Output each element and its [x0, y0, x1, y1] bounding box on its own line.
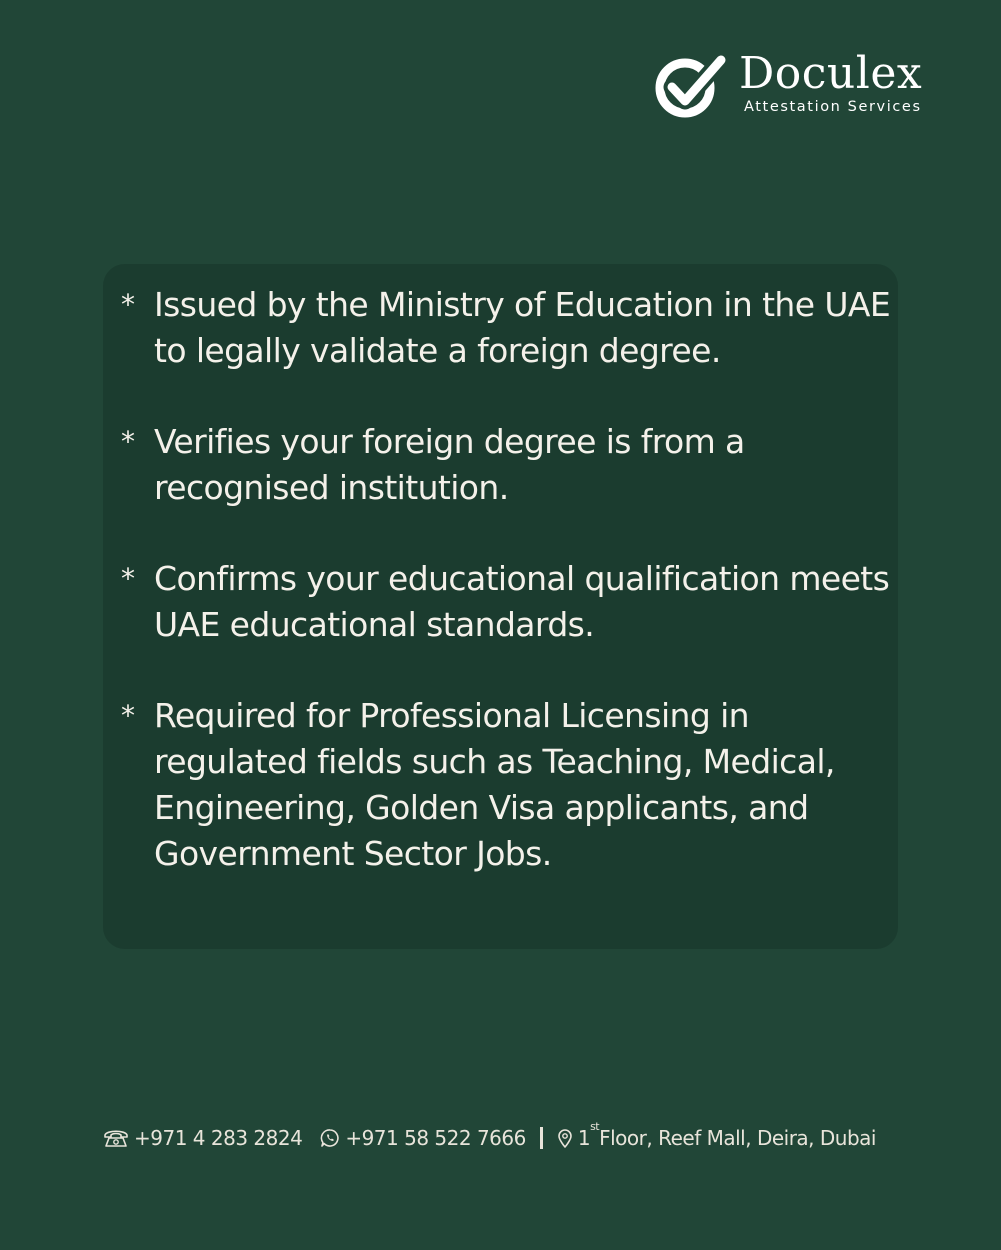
brand-tagline: Attestation Services: [744, 99, 922, 115]
footer-divider: [540, 1127, 543, 1149]
address-rest: Floor, Reef Mall, Deira, Dubai: [599, 1126, 876, 1150]
checkmark-logo-icon: [655, 54, 735, 120]
list-item: [121, 693, 891, 877]
point-text: Issued by the Ministry of Education in the UAE to legally validate a foreign degree.: [154, 285, 891, 370]
bullet-asterisk-icon: *: [121, 562, 135, 595]
address-floor-suffix: st: [590, 1120, 600, 1134]
whatsapp-icon: [320, 1128, 340, 1148]
list-item: [121, 419, 891, 511]
point-text: Required for Professional Licensing in regulated fields such as Teaching, Medical, Engineering, Golden Visa applicants, and Government Sector Jobs.: [154, 696, 835, 873]
bullet-asterisk-icon: *: [121, 699, 135, 732]
info-card: [103, 264, 898, 949]
benefits-list: [121, 282, 891, 922]
contact-footer: [103, 1122, 903, 1154]
phone-icon: [103, 1128, 129, 1148]
point-text: Confirms your educational qualification meets UAE educational standards.: [154, 559, 890, 644]
brand-logo: [655, 48, 950, 122]
address-floor-number: 1: [577, 1126, 591, 1150]
point-text: Verifies your foreign degree is from a recognised institution.: [154, 422, 745, 507]
phone-number[interactable]: +971 4 283 2824: [134, 1126, 303, 1150]
list-item: [121, 282, 891, 374]
list-item: [121, 556, 891, 648]
brand-name: Doculex: [739, 48, 923, 99]
bullet-asterisk-icon: *: [121, 425, 135, 458]
location-pin-icon: [557, 1128, 573, 1148]
address[interactable]: [577, 1120, 876, 1150]
whatsapp-number[interactable]: +971 58 522 7666: [345, 1126, 526, 1150]
bullet-asterisk-icon: *: [121, 288, 135, 321]
